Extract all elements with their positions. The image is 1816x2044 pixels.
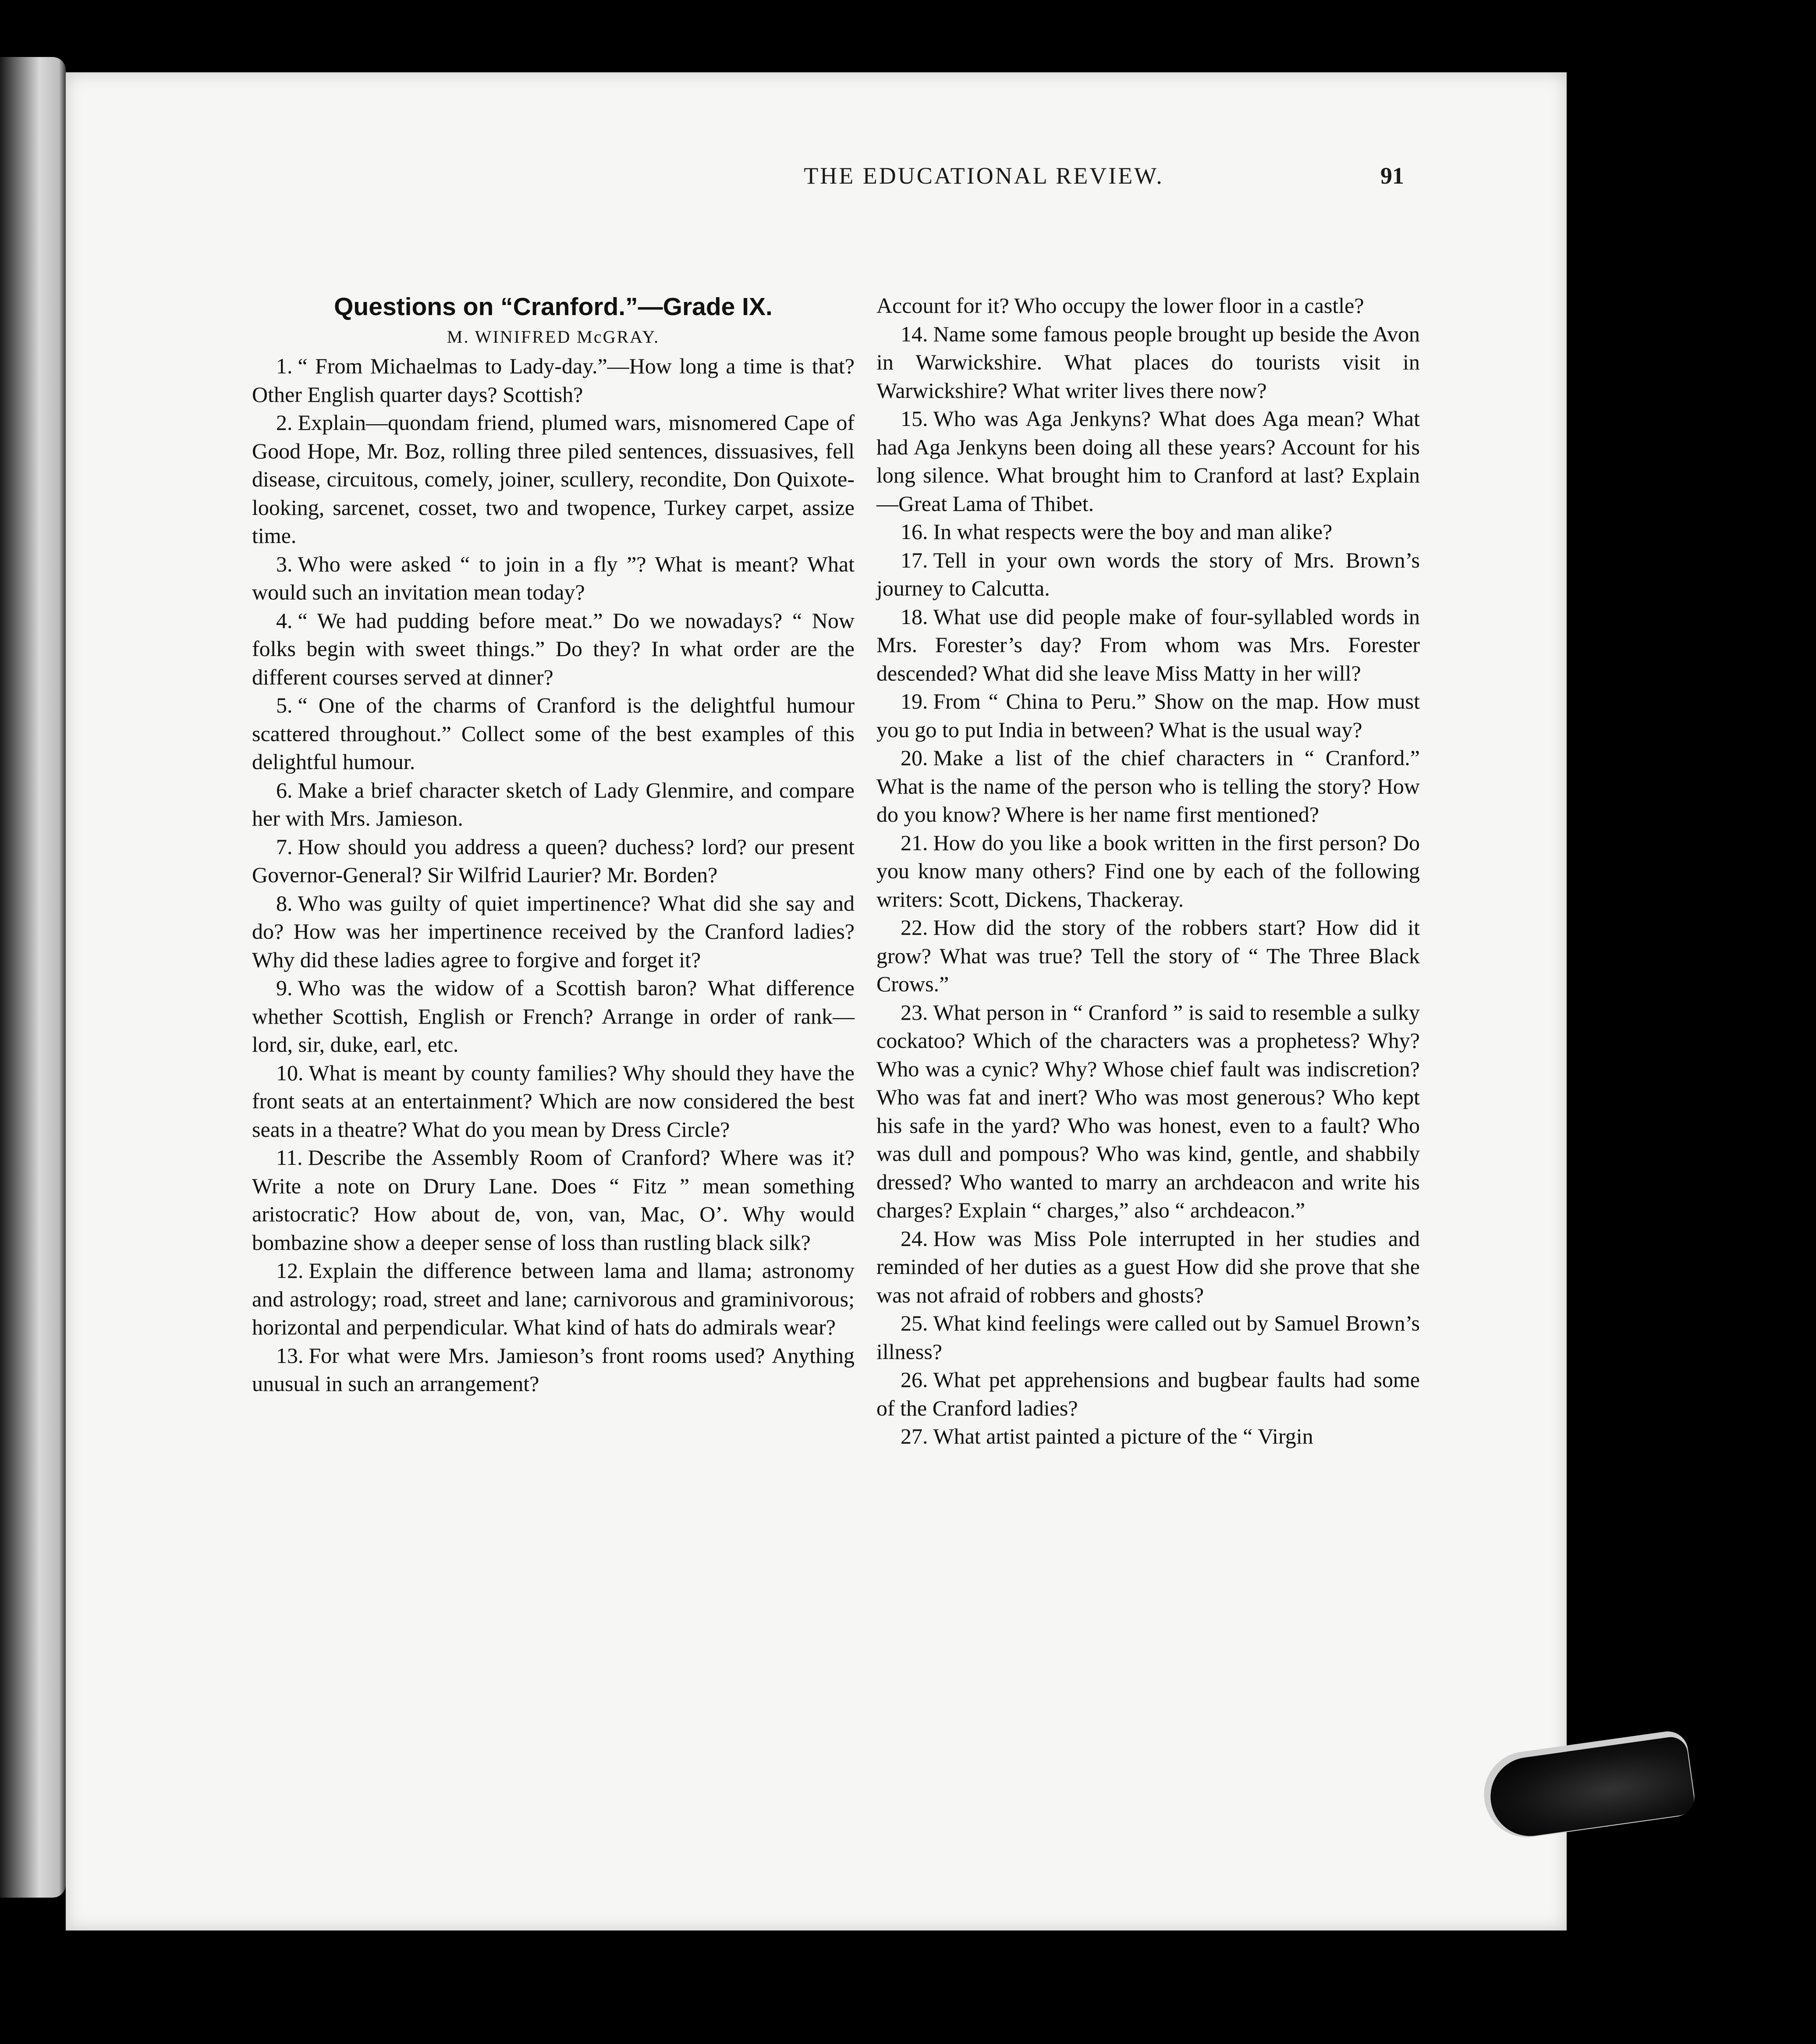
question-text: Explain—quondam friend, plumed wars, misnomered Cape of Good Hope, Mr. Boz, rolling three piled sentences, dissuasives, fell disease, circuitous, comely, joiner, scullery, recondite, Don Quixote-looking, sarcenet, cosset, two and twopence, Turkey carpet, assize time. bbox=[252, 410, 855, 548]
question-item bbox=[876, 518, 1420, 546]
question-number: 23. bbox=[901, 1000, 928, 1025]
question-number: 18. bbox=[901, 604, 928, 629]
question-number: 14. bbox=[901, 321, 928, 346]
question-item bbox=[876, 998, 1420, 1224]
question-item bbox=[252, 352, 855, 408]
question-item bbox=[876, 913, 1420, 998]
question-number: 6. bbox=[276, 777, 293, 802]
question-text: “ From Michaelmas to Lady-day.”—How long a time is that? Other English quarter days? Scottish? bbox=[252, 354, 855, 407]
right-column bbox=[876, 291, 1420, 1451]
question-item bbox=[876, 546, 1420, 603]
question-text: What is meant by county families? Why should they have the front seats at an entertainment? Which are now considered the best seats in a theatre? What do you mean by Dress Circle? bbox=[252, 1060, 855, 1142]
question-number: 10. bbox=[276, 1060, 304, 1085]
question-text: Who were asked “ to join in a fly ”? What is meant? What would such an invitation mean today? bbox=[252, 551, 855, 604]
question-text: What person in “ Cranford ” is said to resemble a sulky cockatoo? Which of the characters was a prophetess? Why? Who was a cynic? Why? Whose chief fault was indiscretion? Who was fat and inert? Who was most generous? Who kept his safe in the yard? Who was honest, even to a fault? Who was dull and pompous? Who was kind, gentle, and shabbily dressed? Who wanted to marry an archdeacon and write his charges? Explain “ charges,” also “ archdeacon.” bbox=[876, 1000, 1420, 1222]
article-title: Questions on “Cranford.”—Grade IX. bbox=[334, 293, 773, 321]
question-text: What use did people make of four-syllabled words in Mrs. Forester’s day? From whom was Mrs. Forester descended? What did she leave Miss Matty in her will? bbox=[876, 604, 1420, 685]
question-item bbox=[252, 691, 855, 776]
question-number: 4. bbox=[276, 608, 293, 633]
question-item bbox=[876, 405, 1420, 518]
question-item bbox=[252, 776, 855, 833]
question-text: Make a brief character sketch of Lady Glenmire, and compare her with Mrs. Jamieson. bbox=[252, 777, 855, 830]
question-item bbox=[252, 408, 855, 550]
question-number: 15. bbox=[901, 406, 928, 431]
running-title: THE EDUCATIONAL REVIEW. bbox=[804, 163, 1164, 189]
question-number: 11. bbox=[276, 1145, 303, 1170]
question-item bbox=[876, 1309, 1420, 1366]
question-item bbox=[252, 974, 855, 1059]
question-text: Who was guilty of quiet impertinence? What did she say and do? How was her impertinence received by the Cranford ladies? Why did these ladies agree to forgive and forget it? bbox=[252, 891, 855, 972]
question-number: 5. bbox=[276, 693, 293, 717]
question-item bbox=[876, 603, 1420, 688]
page-number: 91 bbox=[1380, 163, 1404, 189]
article-author: M. WINIFRED McGRAY. bbox=[447, 327, 660, 347]
question-text: What kind feelings were called out by Samuel Brown’s illness? bbox=[876, 1311, 1420, 1364]
question-item bbox=[876, 320, 1420, 405]
question-item bbox=[252, 1143, 855, 1256]
question-number: 20. bbox=[901, 745, 928, 770]
left-page-edge bbox=[0, 57, 66, 1898]
question-text: Tell in your own words the story of Mrs. Brown’s journey to Calcutta. bbox=[876, 547, 1420, 600]
question-number: 8. bbox=[276, 891, 293, 916]
question-text: In what respects were the boy and man alike? bbox=[933, 519, 1333, 544]
question-number: 19. bbox=[901, 689, 928, 713]
question-number: 7. bbox=[276, 834, 293, 859]
question-text: How was Miss Pole interrupted in her studies and reminded of her duties as a guest How did she prove that she was not afraid of robbers and ghosts? bbox=[876, 1226, 1420, 1307]
question-item bbox=[876, 687, 1420, 744]
question-number: 27. bbox=[901, 1424, 928, 1448]
question-item bbox=[876, 829, 1420, 914]
question-text: Who was the widow of a Scottish baron? What difference whether Scottish, English or French? Arrange in order of rank—lord, sir, duke, earl, etc. bbox=[252, 976, 855, 1057]
question-item bbox=[876, 744, 1420, 829]
question-item bbox=[252, 1059, 855, 1144]
question-text: Make a list of the chief characters in “ Cranford.” What is the name of the person who is telling the story? How do you know? Where is her name first mentioned? bbox=[876, 745, 1420, 827]
question-number: 13. bbox=[276, 1343, 304, 1368]
question-number: 3. bbox=[276, 551, 293, 576]
question-13-continuation: Account for it? Who occupy the lower floor in a castle? bbox=[876, 293, 1364, 318]
left-question-list bbox=[252, 352, 855, 1398]
question-item bbox=[252, 550, 855, 607]
question-text: How should you address a queen? duchess? lord? our present Governor-General? Sir Wilfrid Laurier? Mr. Borden? bbox=[252, 834, 855, 887]
question-number: 24. bbox=[901, 1226, 928, 1251]
question-item bbox=[252, 607, 855, 692]
question-item bbox=[252, 889, 855, 974]
question-text: What artist painted a picture of the “ Virgin bbox=[933, 1424, 1313, 1448]
question-text: “ One of the charms of Cranford is the delightful humour scattered throughout.” Collect some of the best examples of this delightful humour. bbox=[252, 693, 855, 774]
question-text: “ We had pudding before meat.” Do we nowadays? “ Now folks begin with sweet things.” Do they? In what order are the different courses served at dinner? bbox=[252, 608, 855, 689]
question-number: 21. bbox=[901, 830, 928, 855]
question-number: 9. bbox=[276, 976, 293, 1000]
question-item bbox=[252, 1256, 855, 1341]
question-number: 26. bbox=[901, 1367, 928, 1392]
left-column bbox=[252, 291, 855, 1398]
question-item bbox=[876, 1422, 1420, 1451]
question-number: 17. bbox=[901, 547, 928, 572]
question-text: Name some famous people brought up beside the Avon in Warwickshire. What places do tourists visit in Warwickshire? What writer lives there now? bbox=[876, 321, 1420, 403]
question-text: Describe the Assembly Room of Cranford? Where was it? Write a note on Drury Lane. Does “ Fitz ” mean something aristocratic? How about de, von, van, Mac, O’. Why would bombazine show a deeper sense of loss than rustling black silk? bbox=[252, 1145, 855, 1255]
question-item bbox=[252, 833, 855, 889]
question-number: 2. bbox=[276, 410, 293, 435]
question-text: Who was Aga Jenkyns? What does Aga mean? What had Aga Jenkyns been doing all these years? Account for his long silence. What brought him to Cranford at last? Explain—Great Lama of Thibet. bbox=[876, 406, 1420, 516]
question-text: How did the story of the robbers start? How did it grow? What was true? Tell the story of “ The Three Black Crows.” bbox=[876, 915, 1420, 996]
question-item bbox=[252, 1341, 855, 1398]
right-question-list bbox=[876, 320, 1420, 1451]
question-text: What pet apprehensions and bugbear faults had some of the Cranford ladies? bbox=[876, 1367, 1420, 1420]
question-number: 16. bbox=[901, 519, 928, 544]
question-text: From “ China to Peru.” Show on the map. How must you go to put India in between? What is the usual way? bbox=[876, 689, 1420, 742]
question-text: Explain the difference between lama and llama; astronomy and astrology; road, street and lane; carnivorous and graminivorous; horizontal and perpendicular. What kind of hats do admirals wear? bbox=[252, 1258, 855, 1339]
question-number: 25. bbox=[901, 1311, 928, 1335]
question-item bbox=[876, 1366, 1420, 1422]
question-text: For what were Mrs. Jamieson’s front rooms used? Anything unusual in such an arrangement? bbox=[252, 1343, 855, 1396]
question-item bbox=[876, 1224, 1420, 1309]
question-text: How do you like a book written in the first person? Do you know many others? Find one by each of the following writers: Scott, Dickens, Thackeray. bbox=[876, 830, 1420, 912]
question-number: 1. bbox=[276, 354, 293, 378]
question-number: 22. bbox=[901, 915, 928, 940]
question-number: 12. bbox=[276, 1258, 304, 1283]
